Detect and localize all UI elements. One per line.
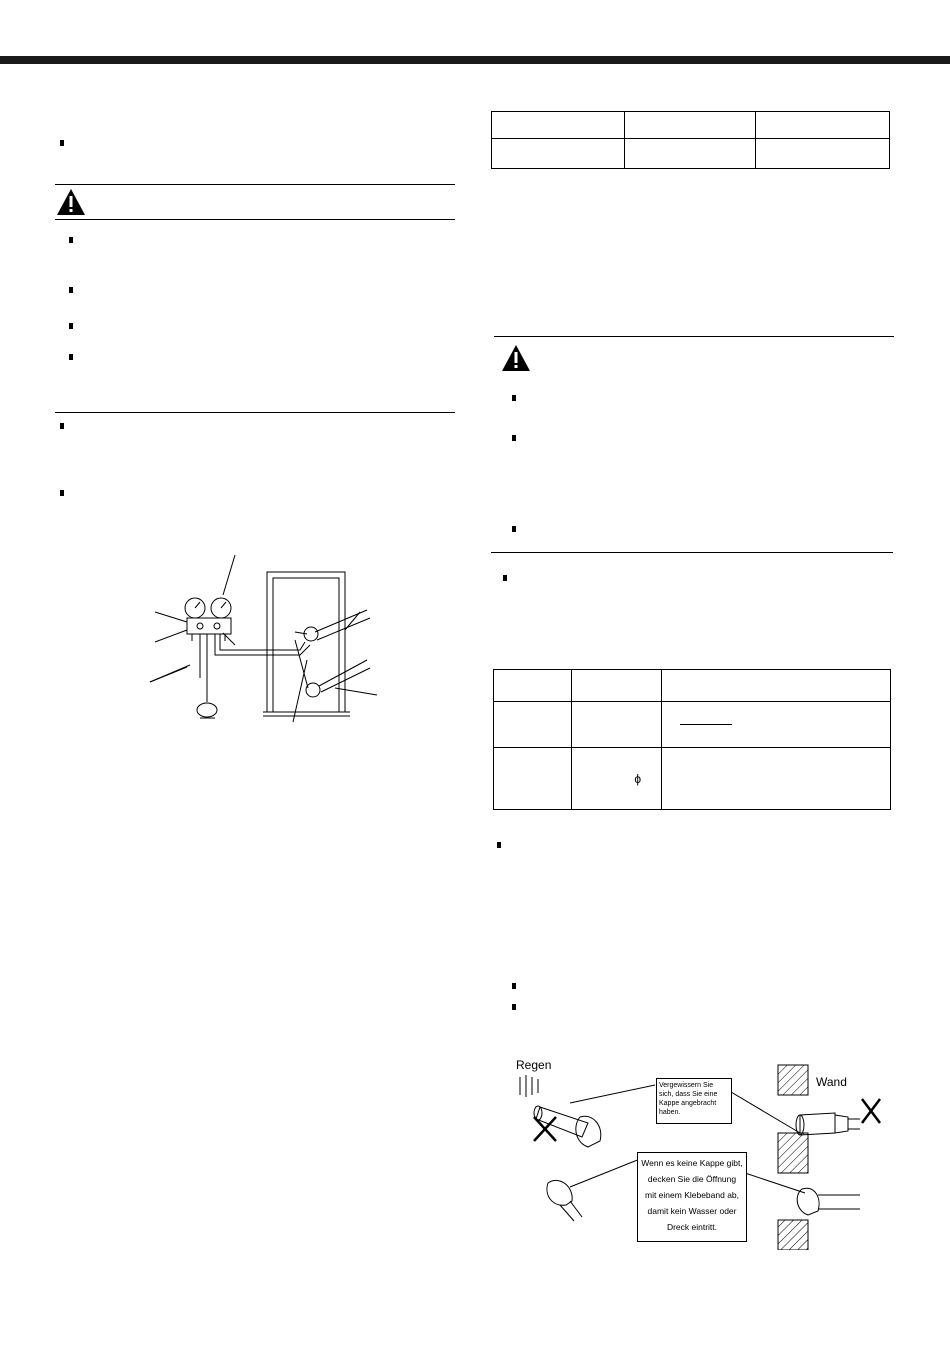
wall-label: Wand — [816, 1075, 847, 1089]
bullet-marker — [60, 423, 64, 429]
warning-triangle-icon — [55, 187, 87, 217]
underline-mark — [680, 724, 732, 725]
bullet-marker — [60, 140, 64, 146]
bullet-marker — [60, 490, 64, 496]
warning-top-rule — [55, 184, 455, 185]
table-cell — [571, 702, 661, 748]
cap-note-text: Vergewissern Sie sich, dass Sie eine Kappe angebracht haben. — [659, 1082, 718, 1116]
table-cell — [624, 112, 756, 139]
diameter-symbol: ϕ — [571, 748, 661, 810]
bullet-marker — [512, 983, 516, 989]
bullet-marker — [69, 323, 73, 329]
rain-label: Regen — [516, 1058, 552, 1072]
table-cell — [571, 670, 661, 702]
gauge-manifold-diagram — [145, 550, 385, 730]
table-cell — [494, 702, 572, 748]
bullet-marker — [503, 575, 507, 581]
tape-note-line: decken Sie die Öffnung — [647, 1174, 737, 1184]
warning-bottom-rule — [55, 412, 455, 413]
table-cell — [756, 139, 890, 169]
caution-top-rule — [494, 336, 894, 337]
warning-triangle-icon — [500, 343, 532, 373]
table-cell — [662, 702, 891, 748]
table-cell — [492, 139, 625, 169]
bullet-marker — [512, 435, 516, 441]
warning-header-rule — [55, 219, 455, 220]
bullet-marker — [69, 354, 73, 360]
table-cell — [624, 139, 756, 169]
bullet-marker — [69, 287, 73, 293]
table-cell — [662, 748, 891, 810]
header-bar — [0, 56, 950, 64]
caution-bottom-rule — [491, 552, 893, 553]
cap-note-box — [656, 1078, 732, 1124]
tape-note-line: Wenn es keine Kappe gibt, — [641, 1158, 743, 1168]
tape-note-line: Dreck eintritt. — [666, 1222, 718, 1232]
tape-note-box — [637, 1152, 747, 1242]
table-cell — [494, 670, 572, 702]
table-cell — [494, 748, 572, 810]
bullet-marker — [497, 842, 501, 848]
bullet-marker — [512, 526, 516, 532]
table-cell — [662, 670, 891, 702]
tape-note-line: mit einem Klebeband ab, — [644, 1190, 740, 1200]
spec-table-top — [491, 111, 890, 169]
tape-note-line: damit kein Wasser oder — [647, 1206, 737, 1216]
table-cell — [756, 112, 890, 139]
spec-table-middle — [493, 669, 891, 810]
bullet-marker — [512, 395, 516, 401]
table-cell — [492, 112, 625, 139]
bullet-marker — [69, 237, 73, 243]
bullet-marker — [512, 1004, 516, 1010]
